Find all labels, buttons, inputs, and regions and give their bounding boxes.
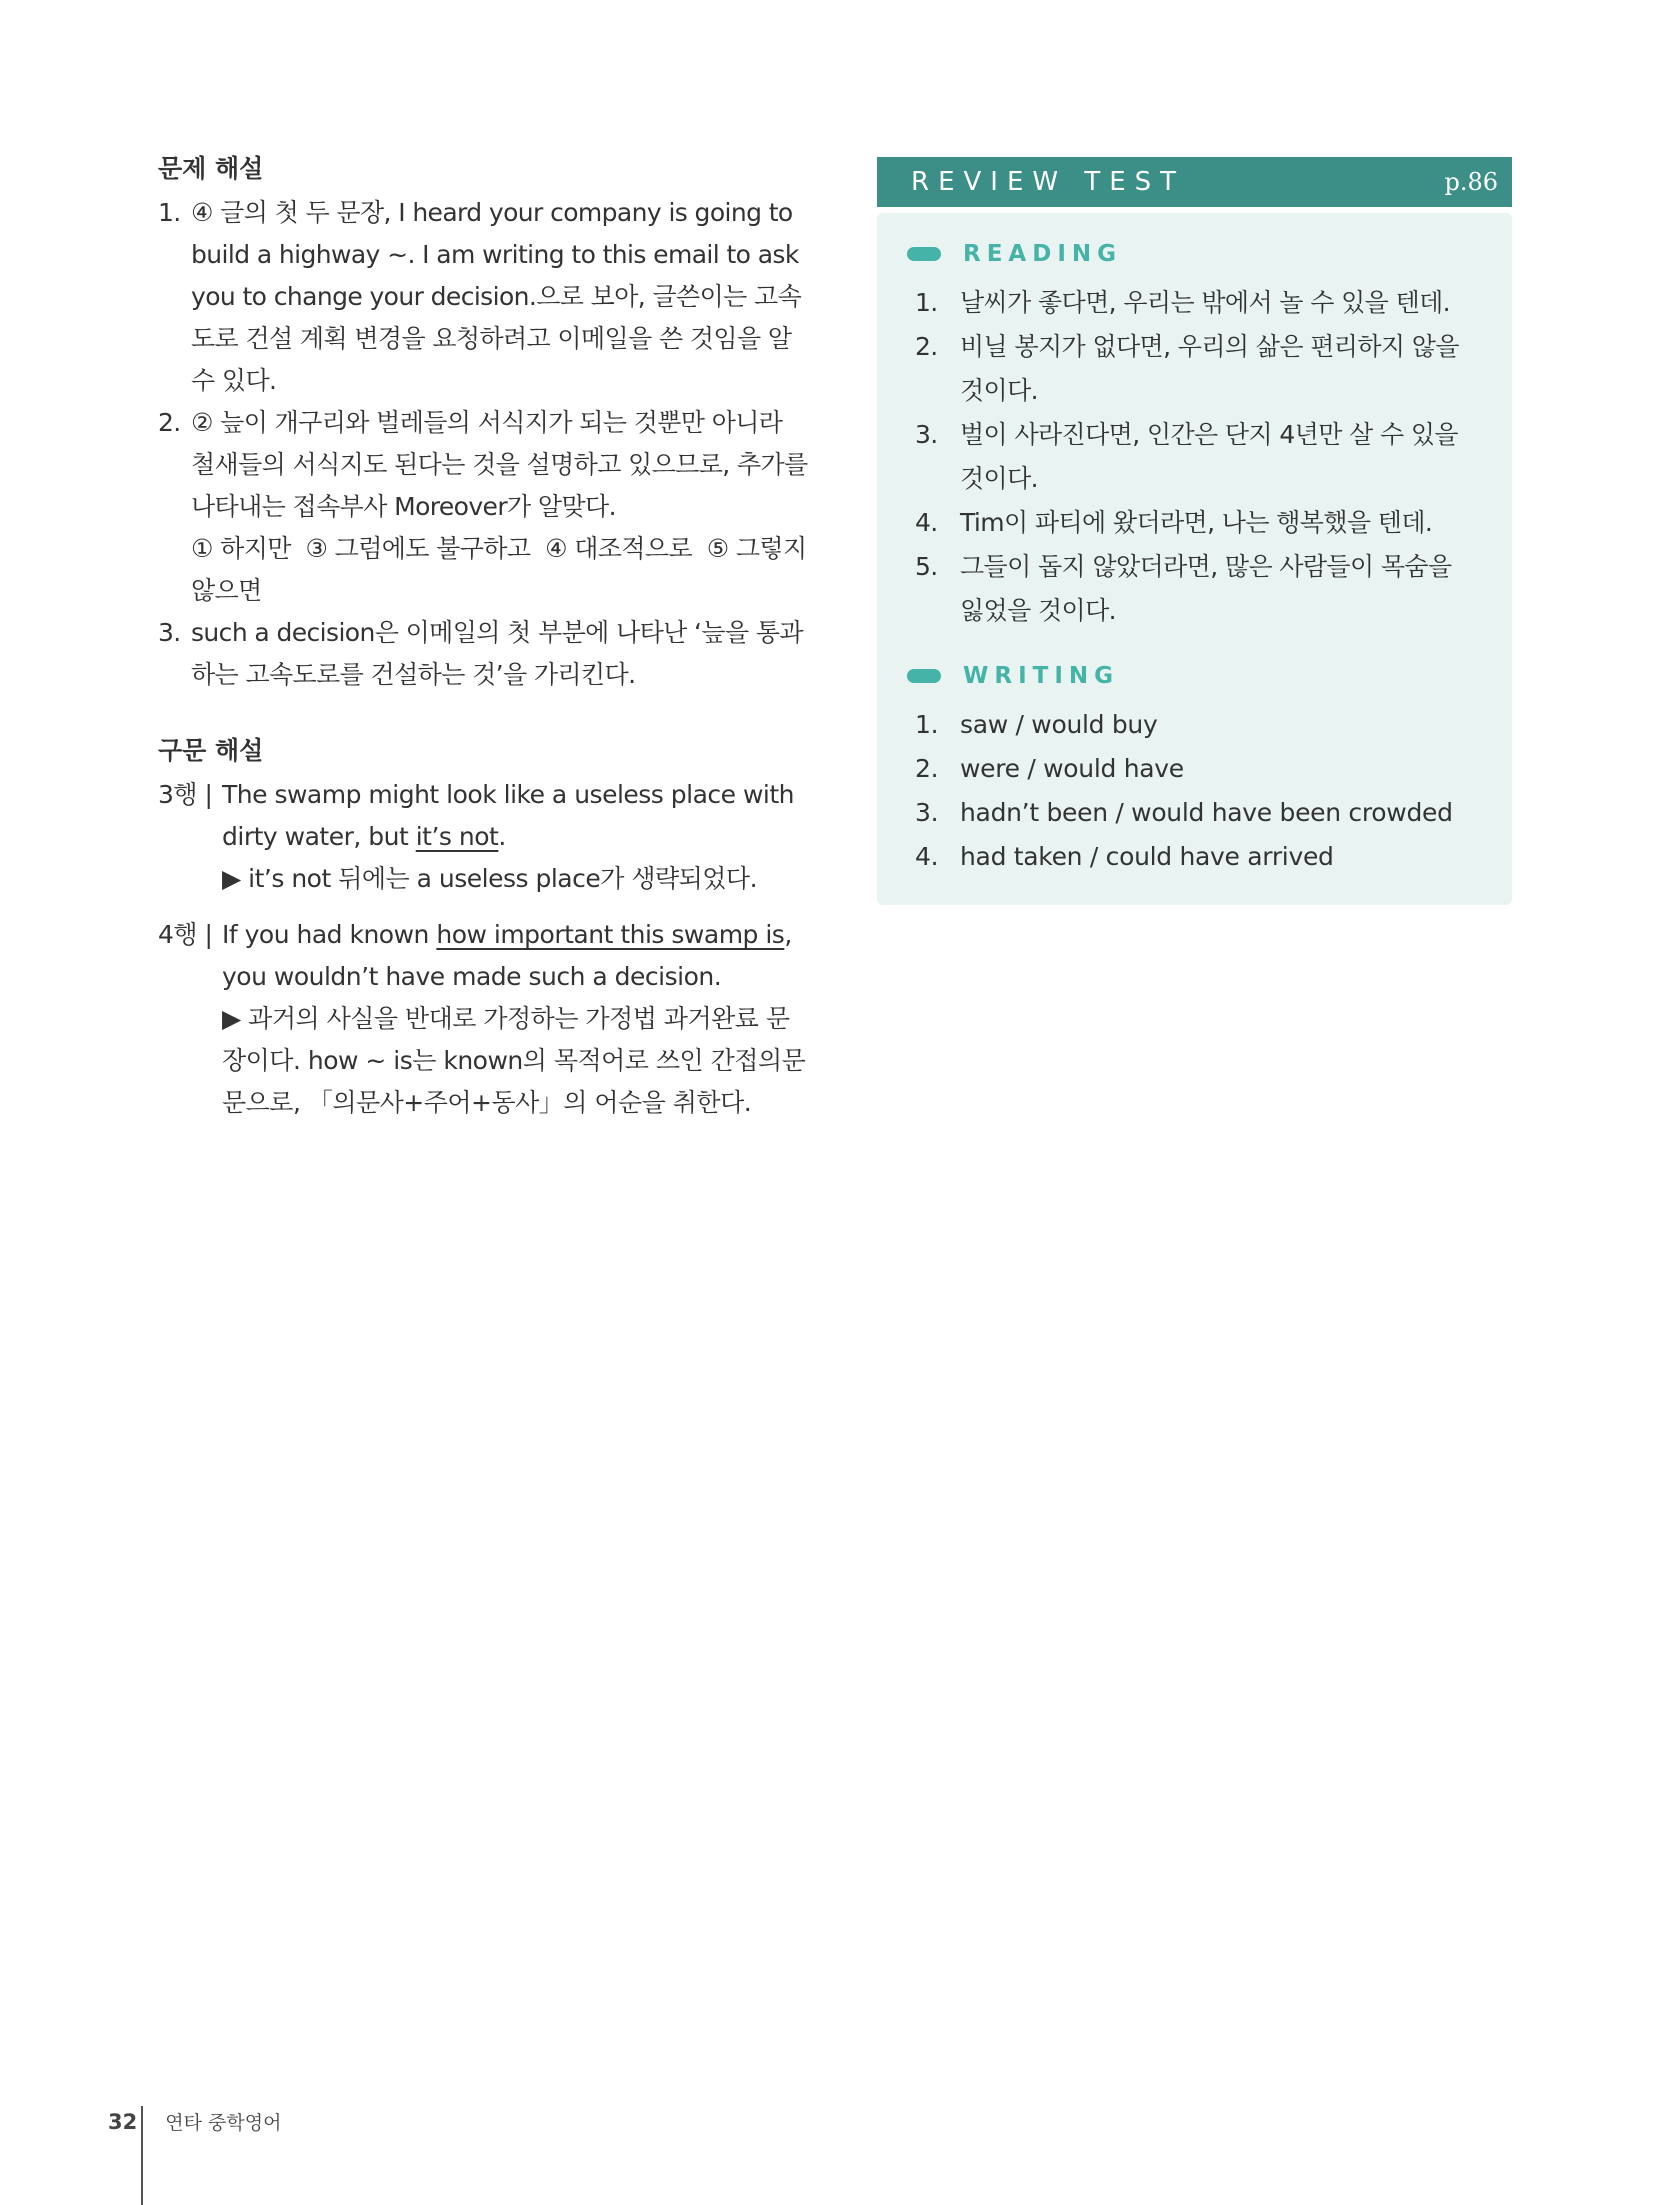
- line-reference: 4행 |: [158, 920, 213, 949]
- problem-item-1: [158, 192, 808, 402]
- problem-text: ② 늪이 개구리와 벌레들의 서식지가 되는 것뿐만 아니라 철새들의 서식지도 된다는 것을 설명하고 있으므로, 추가를 나타내는 접속부사 Moreover가 알맞다.: [191, 408, 808, 521]
- problem-choices: ① 하지만 ③ 그럼에도 불구하고 ④ 대조적으로 ⑤ 그렇지 않으면: [191, 534, 814, 605]
- grammar-sentence-part: The swamp might look like a useless place with dirty water, but: [222, 780, 795, 851]
- grammar-sentence-part: If you had known: [222, 920, 437, 949]
- reading-item: [907, 545, 1482, 633]
- item-text: were / would have: [960, 754, 1184, 783]
- review-test-page-ref: p.86: [1444, 168, 1498, 196]
- review-test-header: [877, 157, 1512, 207]
- problem-item-3: [158, 612, 808, 696]
- page-number: 32: [108, 2110, 138, 2134]
- reading-item: [907, 281, 1482, 325]
- item-text: had taken / could have arrived: [960, 842, 1334, 871]
- reading-item: [907, 501, 1482, 545]
- writing-heading: [907, 663, 1482, 689]
- item-number: 2.: [915, 332, 938, 361]
- writing-item: [907, 835, 1482, 879]
- grammar-section-title: 구문 해설: [158, 736, 264, 765]
- grammar-sentence-part: , you wouldn’t have made such a decision.: [222, 920, 792, 991]
- writing-item: [907, 747, 1482, 791]
- problem-number: 1.: [158, 198, 181, 227]
- problem-number: 2.: [158, 408, 181, 437]
- problem-section-title: 문제 해설: [158, 154, 264, 183]
- grammar-underlined: how important this swamp is: [436, 920, 785, 949]
- writing-label: WRITING: [963, 663, 1120, 689]
- item-number: 2.: [915, 754, 939, 783]
- line-reference: 3행 |: [158, 780, 213, 809]
- item-number: 4.: [915, 508, 938, 537]
- item-text: 벌이 사라진다면, 인간은 단지 4년만 살 수 있을 것이다.: [960, 420, 1458, 493]
- item-text: saw / would buy: [960, 710, 1158, 739]
- grammar-sentence-part: .: [498, 822, 506, 851]
- reading-item: [907, 413, 1482, 501]
- grammar-underlined: it’s not: [415, 822, 499, 851]
- review-test-box: [877, 213, 1512, 905]
- problem-text: ④ 글의 첫 두 문장, I heard your company is going to build a highway ~. I am writing to this email to ask you to change your decision.으로 보아, 글쓴이는 고속도로 건설 계획 변경을 요청하려고 이메일을 쓴 것임을 알 수 있다.: [191, 198, 802, 395]
- item-number: 1.: [915, 288, 938, 317]
- item-text: hadn’t been / would have been crowded: [960, 798, 1453, 827]
- writing-item: [907, 791, 1482, 835]
- pill-icon: [907, 247, 941, 261]
- book-title: 연타 중학영어: [165, 2112, 282, 2134]
- problem-text: such a decision은 이메일의 첫 부분에 나타난 ‘늪을 통과하는 고속도로를 건설하는 것’을 가리킨다.: [191, 618, 803, 689]
- item-text: Tim이 파티에 왔더라면, 나는 행복했을 텐데.: [960, 508, 1433, 537]
- problem-item-2: [158, 402, 814, 612]
- item-text: 그들이 돕지 않았더라면, 많은 사람들이 목숨을 잃었을 것이다.: [960, 552, 1452, 625]
- left-column: [158, 152, 814, 1138]
- reading-item: [907, 325, 1482, 413]
- item-number: 3.: [915, 798, 939, 827]
- item-number: 5.: [915, 552, 938, 581]
- pill-icon: [907, 669, 941, 683]
- review-test-panel: [877, 157, 1512, 905]
- writing-item: [907, 703, 1482, 747]
- item-number: 1.: [915, 710, 939, 739]
- reading-label: READING: [963, 241, 1122, 267]
- page-footer: [108, 2108, 281, 2135]
- grammar-item-1: [158, 774, 808, 900]
- grammar-note: ▶ it’s not 뒤에는 a useless place가 생략되었다.: [222, 864, 758, 893]
- item-number: 4.: [915, 842, 939, 871]
- review-test-title: REVIEW TEST: [911, 167, 1186, 197]
- item-number: 3.: [915, 420, 938, 449]
- grammar-note: ▶ 과거의 사실을 반대로 가정하는 가정법 과거완료 문장이다. how ~ is는 known의 목적어로 쓰인 간접의문문으로, 「의문사+주어+동사」의 어순을 취한다.: [222, 1004, 806, 1117]
- problem-number: 3.: [158, 618, 181, 647]
- reading-heading: [907, 241, 1482, 267]
- item-text: 비닐 봉지가 없다면, 우리의 삶은 편리하지 않을 것이다.: [960, 332, 1459, 405]
- grammar-item-2: [158, 914, 808, 1124]
- item-text: 날씨가 좋다면, 우리는 밖에서 놀 수 있을 텐데.: [960, 288, 1451, 317]
